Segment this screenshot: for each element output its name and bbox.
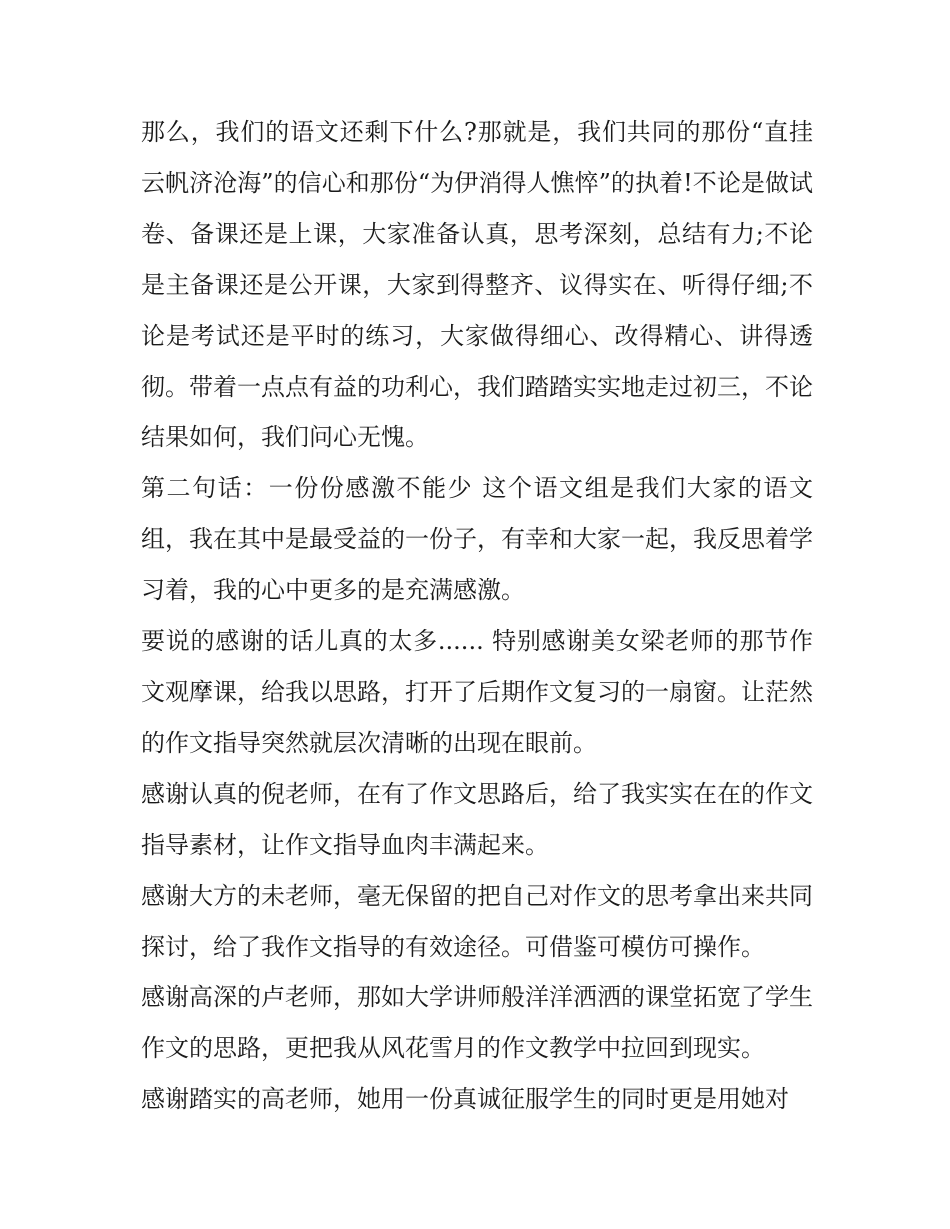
paragraph-thanks-ni: 感谢认真的倪老师，在有了作文思路后，给了我实实在在的作文指导素材，让作文指导血肉丰满起来。 (141, 779, 813, 859)
paragraph-thanks-liang: 要说的感谢的话儿真的太多...... 特别感谢美女梁老师的那节作文观摩课，给我以思路，打开了后期作文复习的一扇窗。让茫然的作文指导突然就层次清晰的出现在眼前。 (141, 627, 813, 757)
paragraph-reflection: 那么，我们的语文还剩下什么?那就是，我们共同的那份“直挂云帆济沧海”的信心和那份“为伊消得人憔悴”的执着!不论是做试卷、备课还是上课，大家准备认真，思考深刻，总结有力;不论是主备课还是公开课，大家到得整齐、议得实在、听得仔细;不论是考试还是平时的练习，大家做得细心、改得精心、讲得透彻。带着一点点有益的功利心，我们踏踏实实地走过初三，不论结果如何，我们问心无愧。 (141, 118, 813, 452)
paragraph-second-remark: 第二句话：一份份感激不能少 这个语文组是我们大家的语文组，我在其中是最受益的一份子，有幸和大家一起，我反思着学习着，我的心中更多的是充满感激。 (141, 474, 813, 605)
paragraph-thanks-wei: 感谢大方的未老师，毫无保留的把自己对作文的思考拿出来共同探讨，给了我作文指导的有效途径。可借鉴可模仿可操作。 (141, 881, 813, 961)
document-body (141, 107, 813, 1125)
paragraph-thanks-lu: 感谢高深的卢老师，那如大学讲师般洋洋洒洒的课堂拓宽了学生作文的思路，更把我从风花雪月的作文教学中拉回到现实。 (141, 983, 813, 1063)
paragraph-thanks-gao: 感谢踏实的高老师，她用一份真诚征服学生的同时更是用她对 (141, 1085, 789, 1114)
